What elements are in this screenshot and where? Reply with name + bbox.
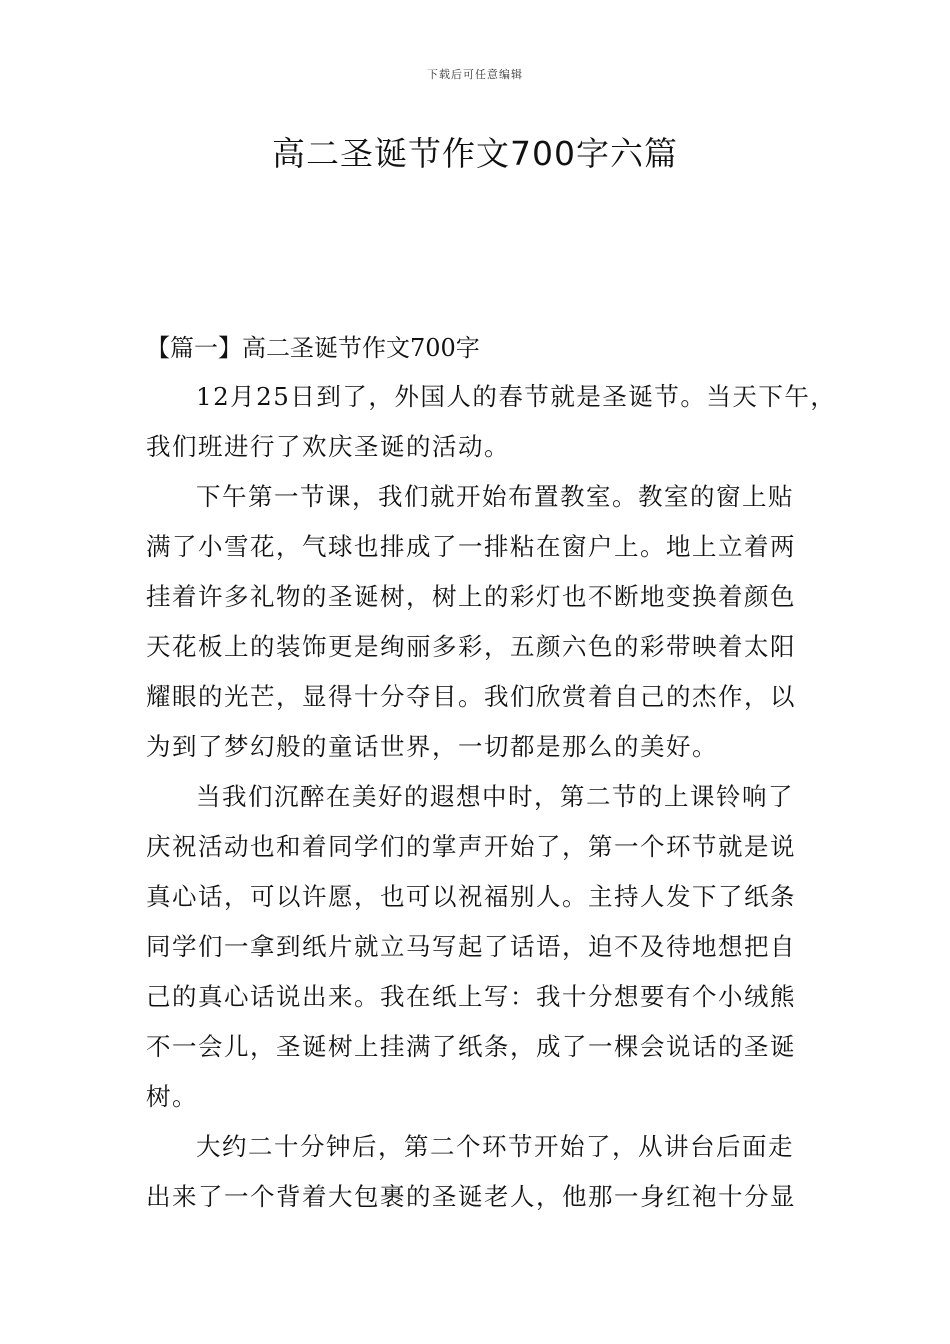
paragraph-line: 不一会儿，圣诞树上挂满了纸条，成了一棵会说话的圣诞 (146, 1032, 796, 1061)
paragraph-line: 己的真心话说出来。我在纸上写：我十分想要有个小绒熊 (146, 982, 796, 1011)
paragraph-line: 天花板上的装饰更是绚丽多彩，五颜六色的彩带映着太阳 (146, 632, 796, 661)
paragraph-line: 为到了梦幻般的童话世界，一切都是那么的美好。 (146, 732, 718, 761)
section-heading: 【篇一】高二圣诞节作文700字 (146, 334, 480, 362)
paragraph-line: 下午第一节课，我们就开始布置教室。教室的窗上贴 (196, 482, 794, 511)
paragraph-line: 大约二十分钟后，第二个环节开始了，从讲台后面走 (196, 1132, 794, 1161)
paragraph-line: 当我们沉醉在美好的遐想中时，第二节的上课铃响了 (196, 782, 794, 811)
paragraph-line: 耀眼的光芒，显得十分夺目。我们欣赏着自己的杰作，以 (146, 682, 796, 711)
paragraph-line: 挂着许多礼物的圣诞树，树上的彩灯也不断地变换着颜色 (146, 582, 796, 611)
paragraph-line: 真心话，可以许愿，也可以祝福别人。主持人发下了纸条 (146, 882, 796, 911)
document-title: 高二圣诞节作文700字六篇 (272, 134, 678, 173)
paragraph-line: 满了小雪花，气球也排成了一排粘在窗户上。地上立着两 (146, 532, 796, 561)
paragraph-line: 同学们一拿到纸片就立马写起了话语，迫不及待地想把自 (146, 932, 796, 961)
paragraph-line: 12月25日到了，外国人的春节就是圣诞节。当天下午， (196, 382, 837, 411)
paragraph-line: 树。 (146, 1082, 198, 1111)
paragraph-line: 庆祝活动也和着同学们的掌声开始了，第一个环节就是说 (146, 832, 796, 861)
paragraph-line: 我们班进行了欢庆圣诞的活动。 (146, 432, 510, 461)
paragraph-line: 出来了一个背着大包裹的圣诞老人，他那一身红袍十分显 (146, 1182, 796, 1211)
header-note: 下载后可任意编辑 (427, 68, 523, 81)
